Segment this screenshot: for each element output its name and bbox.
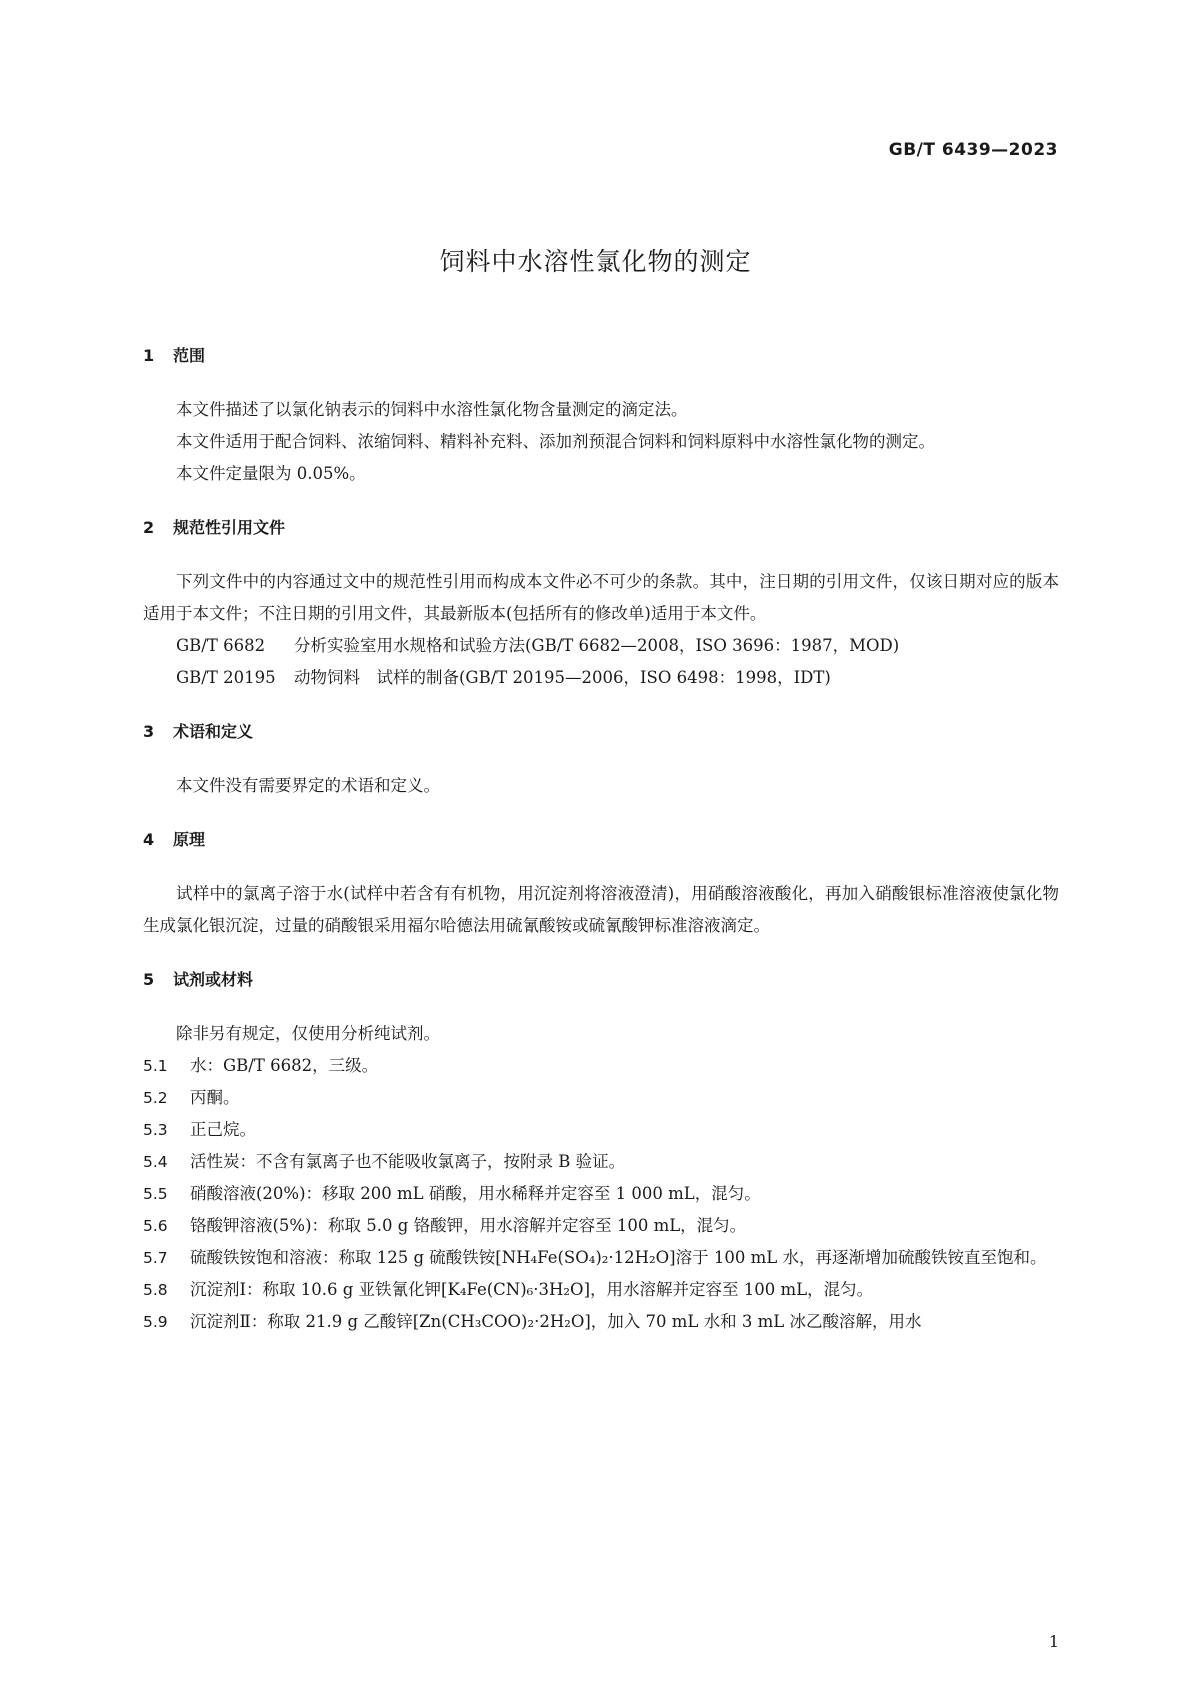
reference-title: 动物饲料 试样的制备(GB/T 20195—2006，ISO 6498：1998，IDT) (294, 668, 831, 687)
normative-reference (143, 630, 1059, 662)
paragraph: 本文件描述了以氯化钠表示的饲料中水溶性氯化物含量测定的滴定法。 (176, 400, 688, 419)
reference-title: 分析实验室用水规格和试验方法(GB/T 6682—2008，ISO 3696：1987，MOD) (294, 636, 900, 655)
section-number: 4 (143, 830, 155, 849)
reference-code: GB/T 6682 (176, 636, 266, 655)
paragraph: 下列文件中的内容通过文中的规范性引用而构成本文件必不可少的条款。其中，注日期的引用文件，仅该日期对应的版本适用于本文件；不注日期的引用文件，其最新版本(包括所有的修改单)适用于本文件。 (143, 572, 1059, 623)
standard-number: GB/T 6439—2023 (888, 140, 1058, 160)
item-text: 铬酸钾溶液(5%)：称取 5.0 g 铬酸钾，用水溶解并定容至 100 mL，混匀。 (190, 1216, 747, 1235)
list-item (143, 1114, 1059, 1146)
item-text: 丙酮。 (190, 1088, 240, 1107)
item-number: 5.4 (143, 1153, 168, 1171)
item-number: 5.7 (143, 1249, 168, 1267)
item-text: 正己烷。 (190, 1120, 256, 1139)
paragraph: 本文件定量限为 0.05%。 (176, 464, 366, 483)
list-item (143, 1306, 1059, 1338)
section-number: 2 (143, 518, 155, 537)
section-number: 5 (143, 970, 155, 989)
item-text: 硫酸铁铵饱和溶液：称取 125 g 硫酸铁铵[NH₄Fe(SO₄)₂·12H₂O]溶于 100 mL 水，再逐渐增加硫酸铁铵直至饱和。 (190, 1248, 1047, 1267)
item-text: 沉淀剂Ⅱ：称取 21.9 g 乙酸锌[Zn(CH₃COO)₂·2H₂O]，加入 70 mL 水和 3 mL 冰乙酸溶解，用水 (190, 1312, 922, 1331)
section-title: 规范性引用文件 (173, 518, 286, 537)
item-number: 5.9 (143, 1313, 168, 1331)
section-heading (143, 828, 1059, 852)
item-text: 活性炭：不含有氯离子也不能吸收氯离子，按附录 B 验证。 (190, 1152, 626, 1171)
section-title: 范围 (173, 346, 206, 365)
item-number: 5.5 (143, 1185, 168, 1203)
list-item (143, 1210, 1059, 1242)
list-item (143, 1274, 1059, 1306)
paragraph: 除非另有规定，仅使用分析纯试剂。 (176, 1024, 440, 1043)
paragraph: 本文件适用于配合饲料、浓缩饲料、精料补充料、添加剂预混合饲料和饲料原料中水溶性氯化物的测定。 (176, 432, 935, 451)
document-title: 饲料中水溶性氯化物的测定 (439, 247, 752, 276)
item-number: 5.8 (143, 1281, 168, 1299)
item-text: 水：GB/T 6682，三级。 (190, 1056, 379, 1075)
section-heading (143, 720, 1059, 744)
page-number: 1 (1048, 1632, 1059, 1651)
section-heading (143, 344, 1059, 368)
item-text: 硝酸溶液(20%)：移取 200 mL 硝酸，用水稀释并定容至 1 000 mL，混匀。 (190, 1184, 761, 1203)
section-title: 原理 (173, 830, 206, 849)
normative-reference (143, 662, 1059, 694)
item-number: 5.3 (143, 1121, 168, 1139)
list-item (143, 1050, 1059, 1082)
item-number: 5.2 (143, 1089, 168, 1107)
item-number: 5.6 (143, 1217, 168, 1235)
item-text: 沉淀剂Ⅰ：称取 10.6 g 亚铁氰化钾[K₄Fe(CN)₆·3H₂O]，用水溶解并定容至 100 mL，混匀。 (190, 1280, 874, 1299)
section-number: 3 (143, 722, 155, 741)
reference-code: GB/T 20195 (176, 668, 276, 687)
list-item (143, 1082, 1059, 1114)
paragraph: 试样中的氯离子溶于水(试样中若含有有机物，用沉淀剂将溶液澄清)，用硝酸溶液酸化，再加入硝酸银标准溶液使氯化物生成氯化银沉淀，过量的硝酸银采用福尔哈德法用硫氰酸铵或硫氰酸钾标准溶液滴定。 (143, 884, 1059, 935)
section-heading (143, 968, 1059, 992)
section-number: 1 (143, 346, 155, 365)
document-body (143, 344, 1059, 1338)
section-title: 试剂或材料 (173, 970, 254, 989)
paragraph: 本文件没有需要界定的术语和定义。 (176, 776, 440, 795)
item-number: 5.1 (143, 1057, 168, 1075)
section-title: 术语和定义 (173, 722, 254, 741)
list-item (143, 1178, 1059, 1210)
section-heading (143, 516, 1059, 540)
list-item (143, 1242, 1059, 1274)
list-item (143, 1146, 1059, 1178)
